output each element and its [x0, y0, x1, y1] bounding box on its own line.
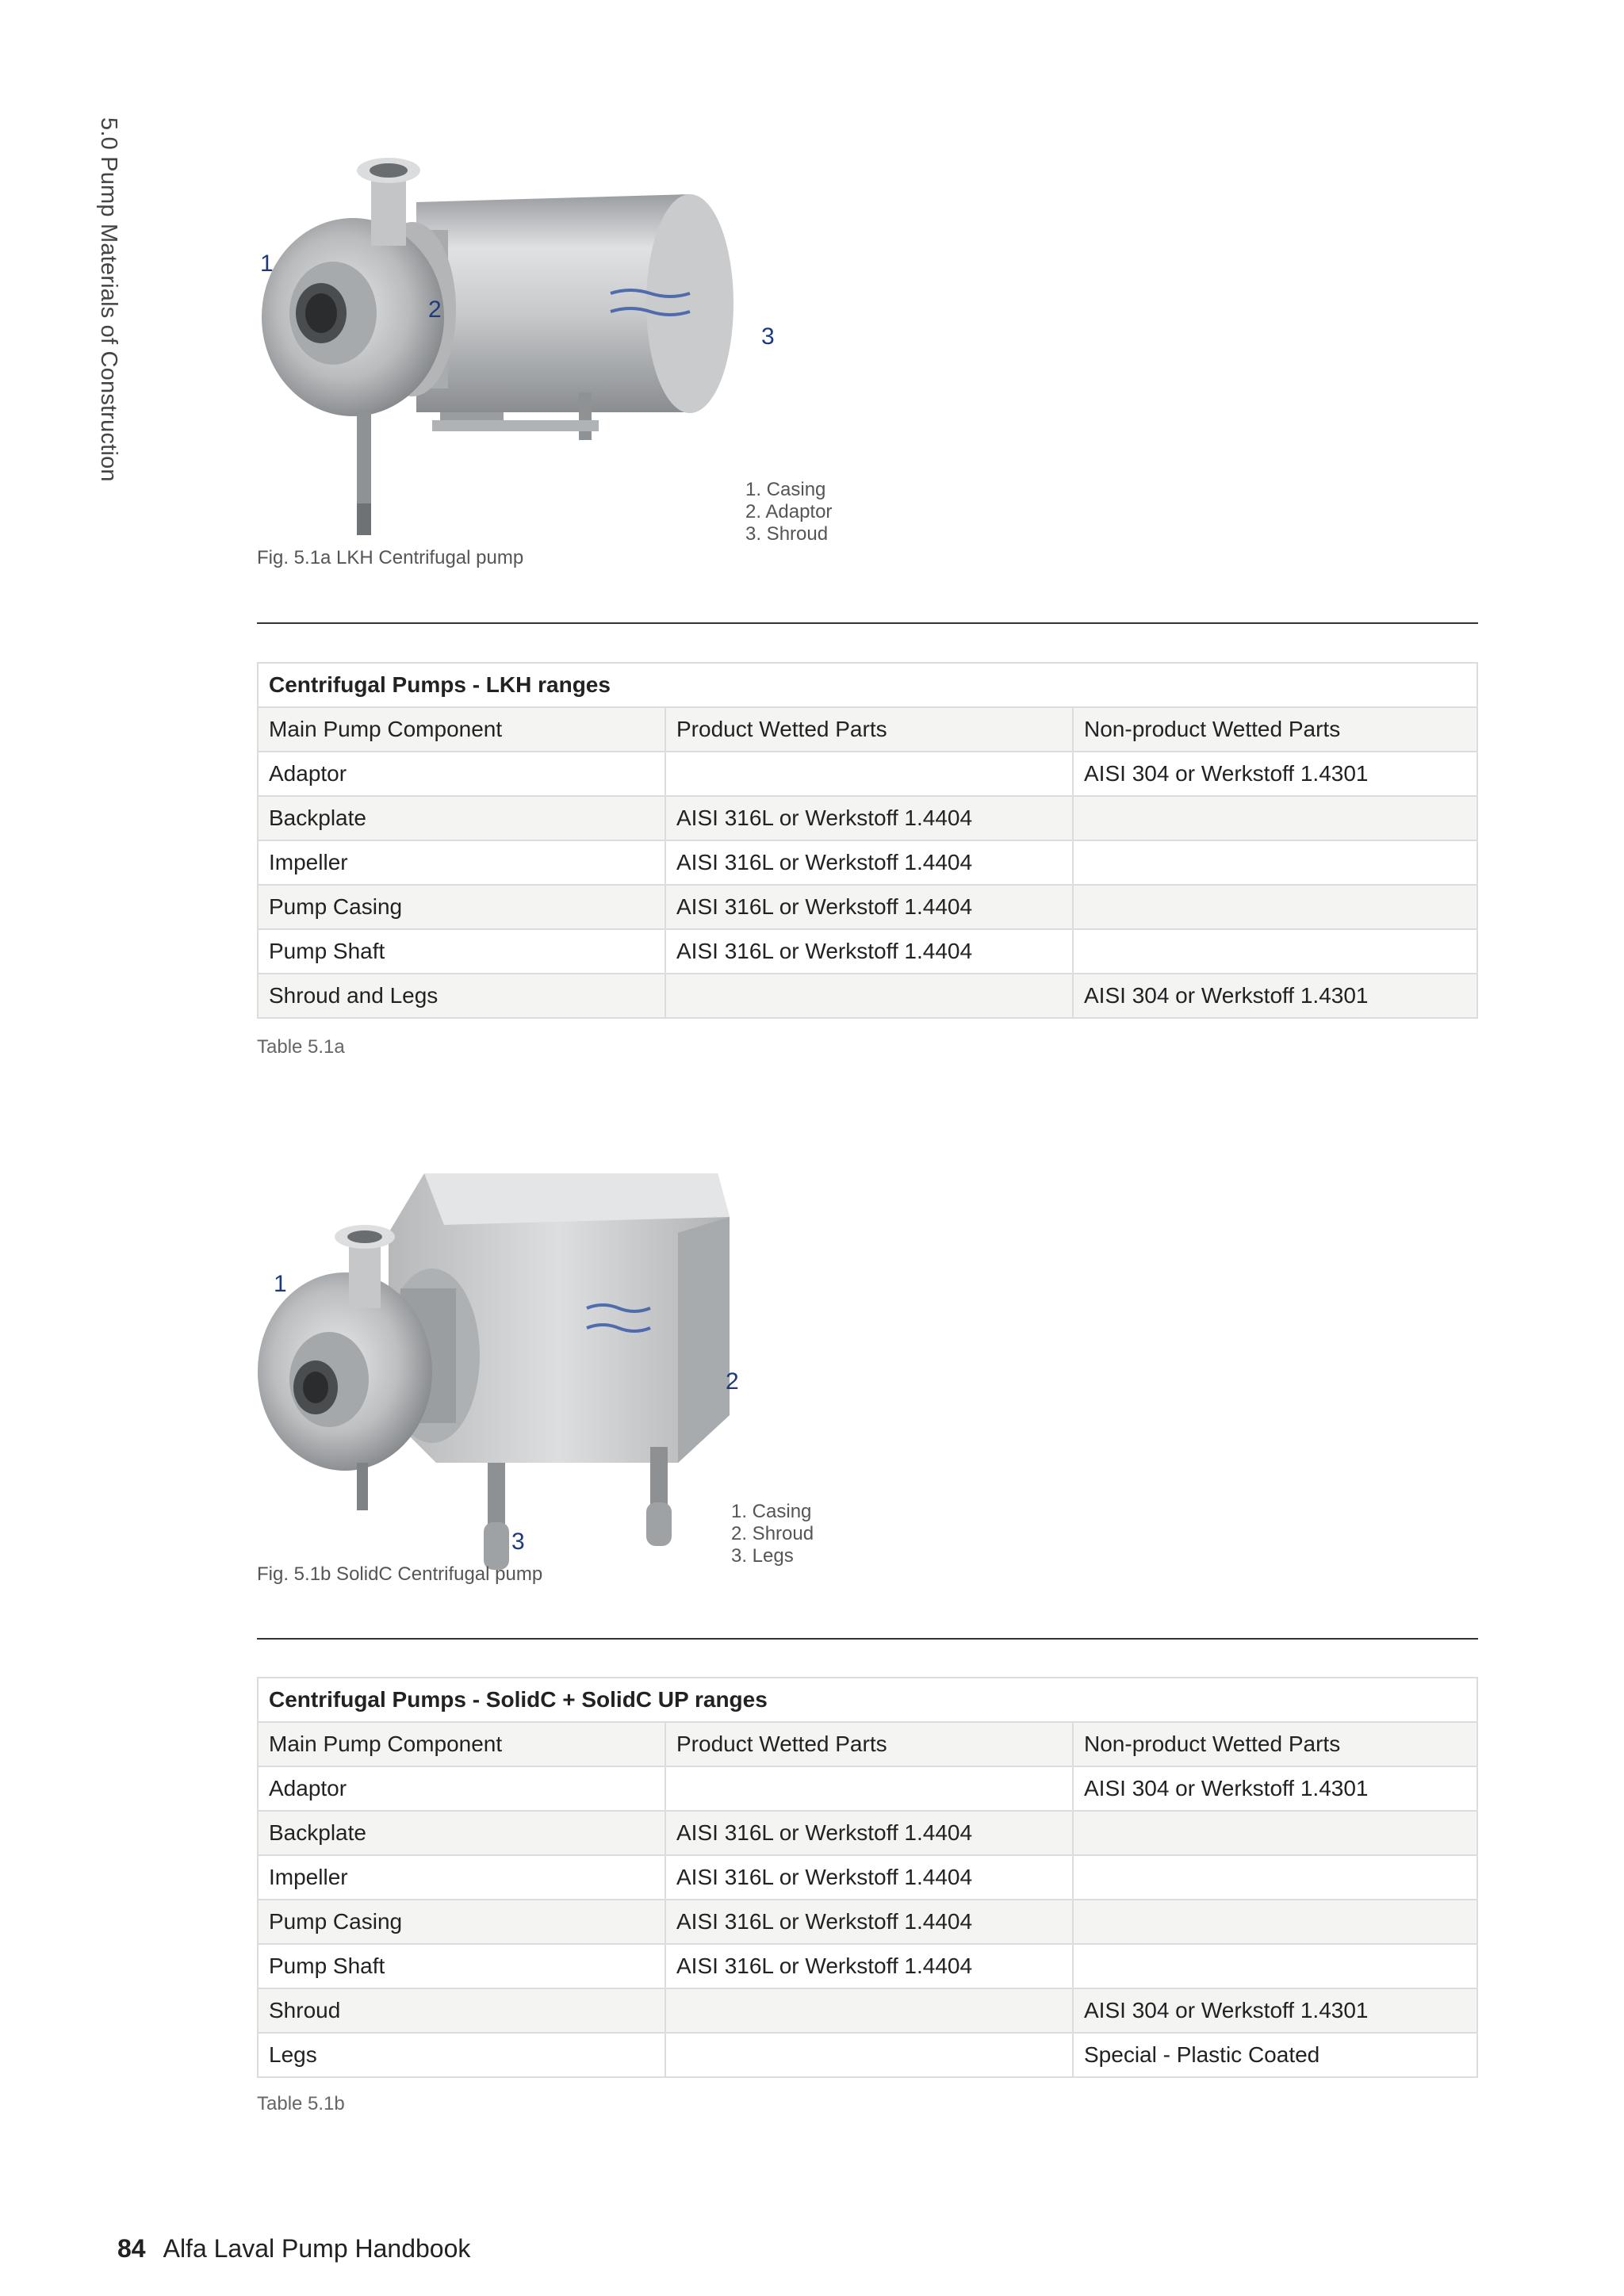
figure-b-legend [731, 1501, 814, 1567]
table-header-row [258, 707, 1477, 752]
table-cell [1073, 885, 1477, 929]
table-cell: AISI 304 or Werkstoff 1.4301 [1073, 752, 1477, 796]
table-cell: Special - Plastic Coated [1073, 2033, 1477, 2077]
callout-1-casing: 1 [274, 1271, 287, 1297]
table-cell [1073, 1855, 1477, 1900]
table-cell: AISI 316L or Werkstoff 1.4404 [665, 885, 1073, 929]
table-cell: Impeller [258, 1855, 665, 1900]
table-b-caption: Table 5.1b [257, 2093, 345, 2114]
table-cell: AISI 316L or Werkstoff 1.4404 [665, 1944, 1073, 1988]
table-cell [1073, 796, 1477, 840]
table-cell: Pump Shaft [258, 929, 665, 974]
solidc-pump-image [246, 1161, 753, 1574]
table-header-row [258, 1722, 1477, 1766]
legend-item: 1. Casing [731, 1501, 812, 1522]
section-divider [257, 1638, 1478, 1640]
lkh-materials-table [257, 662, 1478, 1019]
table-row [258, 1944, 1477, 1988]
table-cell [665, 752, 1073, 796]
table-row [258, 1988, 1477, 2033]
table-cell [1073, 1811, 1477, 1855]
callout-3-shroud: 3 [761, 323, 775, 350]
table-row [258, 974, 1477, 1018]
table-cell [665, 2033, 1073, 2077]
column-header: Product Wetted Parts [665, 1722, 1073, 1766]
figure-a-legend [745, 479, 832, 545]
table-row [258, 752, 1477, 796]
table-row [258, 1766, 1477, 1811]
figure-a-caption: Fig. 5.1a LKH Centrifugal pump [257, 547, 524, 568]
table-cell [665, 1988, 1073, 2033]
table-cell: Adaptor [258, 1766, 665, 1811]
table-cell: AISI 304 or Werkstoff 1.4301 [1073, 974, 1477, 1018]
callout-2-shroud: 2 [726, 1368, 739, 1395]
column-header: Product Wetted Parts [665, 707, 1073, 752]
table-cell: Adaptor [258, 752, 665, 796]
table-cell: Shroud and Legs [258, 974, 665, 1018]
page-number: 84 [117, 2234, 146, 2263]
table-cell: Pump Casing [258, 885, 665, 929]
table-cell: Legs [258, 2033, 665, 2077]
table-row [258, 885, 1477, 929]
callout-2-adaptor: 2 [428, 297, 442, 323]
table-cell: Impeller [258, 840, 665, 885]
callout-1-casing: 1 [260, 251, 274, 277]
column-header: Non-product Wetted Parts [1073, 707, 1477, 752]
column-header: Main Pump Component [258, 707, 665, 752]
table-cell: Backplate [258, 1811, 665, 1855]
table-cell [1073, 929, 1477, 974]
table-row [258, 1811, 1477, 1855]
figure-b-caption: Fig. 5.1b SolidC Centrifugal pump [257, 1563, 543, 1585]
table-row [258, 1855, 1477, 1900]
table-cell: Shroud [258, 1988, 665, 2033]
table-cell: AISI 304 or Werkstoff 1.4301 [1073, 1988, 1477, 2033]
table-cell [665, 974, 1073, 1018]
column-header: Main Pump Component [258, 1722, 665, 1766]
table-cell: AISI 316L or Werkstoff 1.4404 [665, 1855, 1073, 1900]
legend-item: 2. Shroud [731, 1523, 814, 1544]
table-cell: AISI 316L or Werkstoff 1.4404 [665, 1811, 1073, 1855]
table-cell: AISI 316L or Werkstoff 1.4404 [665, 1900, 1073, 1944]
table-title: Centrifugal Pumps - SolidC + SolidC UP ranges [258, 1678, 1477, 1722]
table-cell [665, 1766, 1073, 1811]
page-footer [117, 2234, 470, 2263]
table-cell: AISI 316L or Werkstoff 1.4404 [665, 840, 1073, 885]
table-cell [1073, 1944, 1477, 1988]
table-cell: AISI 316L or Werkstoff 1.4404 [665, 796, 1073, 840]
callout-3-legs: 3 [511, 1529, 525, 1555]
section-side-title: 5.0 Pump Materials of Construction [96, 117, 121, 482]
table-cell: AISI 304 or Werkstoff 1.4301 [1073, 1766, 1477, 1811]
lkh-pump-image [246, 155, 801, 567]
table-row [258, 1900, 1477, 1944]
table-row [258, 2033, 1477, 2077]
table-cell: Backplate [258, 796, 665, 840]
table-cell: AISI 316L or Werkstoff 1.4404 [665, 929, 1073, 974]
legend-item: 3. Legs [731, 1545, 794, 1567]
table-row [258, 840, 1477, 885]
table-cell [1073, 1900, 1477, 1944]
table-cell: Pump Shaft [258, 1944, 665, 1988]
table-a-caption: Table 5.1a [257, 1036, 345, 1058]
table-cell: Pump Casing [258, 1900, 665, 1944]
legend-item: 1. Casing [745, 479, 826, 500]
book-title: Alfa Laval Pump Handbook [163, 2234, 471, 2263]
table-row [258, 929, 1477, 974]
legend-item: 2. Adaptor [745, 501, 833, 522]
table-cell [1073, 840, 1477, 885]
column-header: Non-product Wetted Parts [1073, 1722, 1477, 1766]
table-title: Centrifugal Pumps - LKH ranges [258, 663, 1477, 707]
section-divider [257, 622, 1478, 624]
legend-item: 3. Shroud [745, 523, 829, 545]
solidc-materials-table [257, 1677, 1478, 2078]
table-row [258, 796, 1477, 840]
